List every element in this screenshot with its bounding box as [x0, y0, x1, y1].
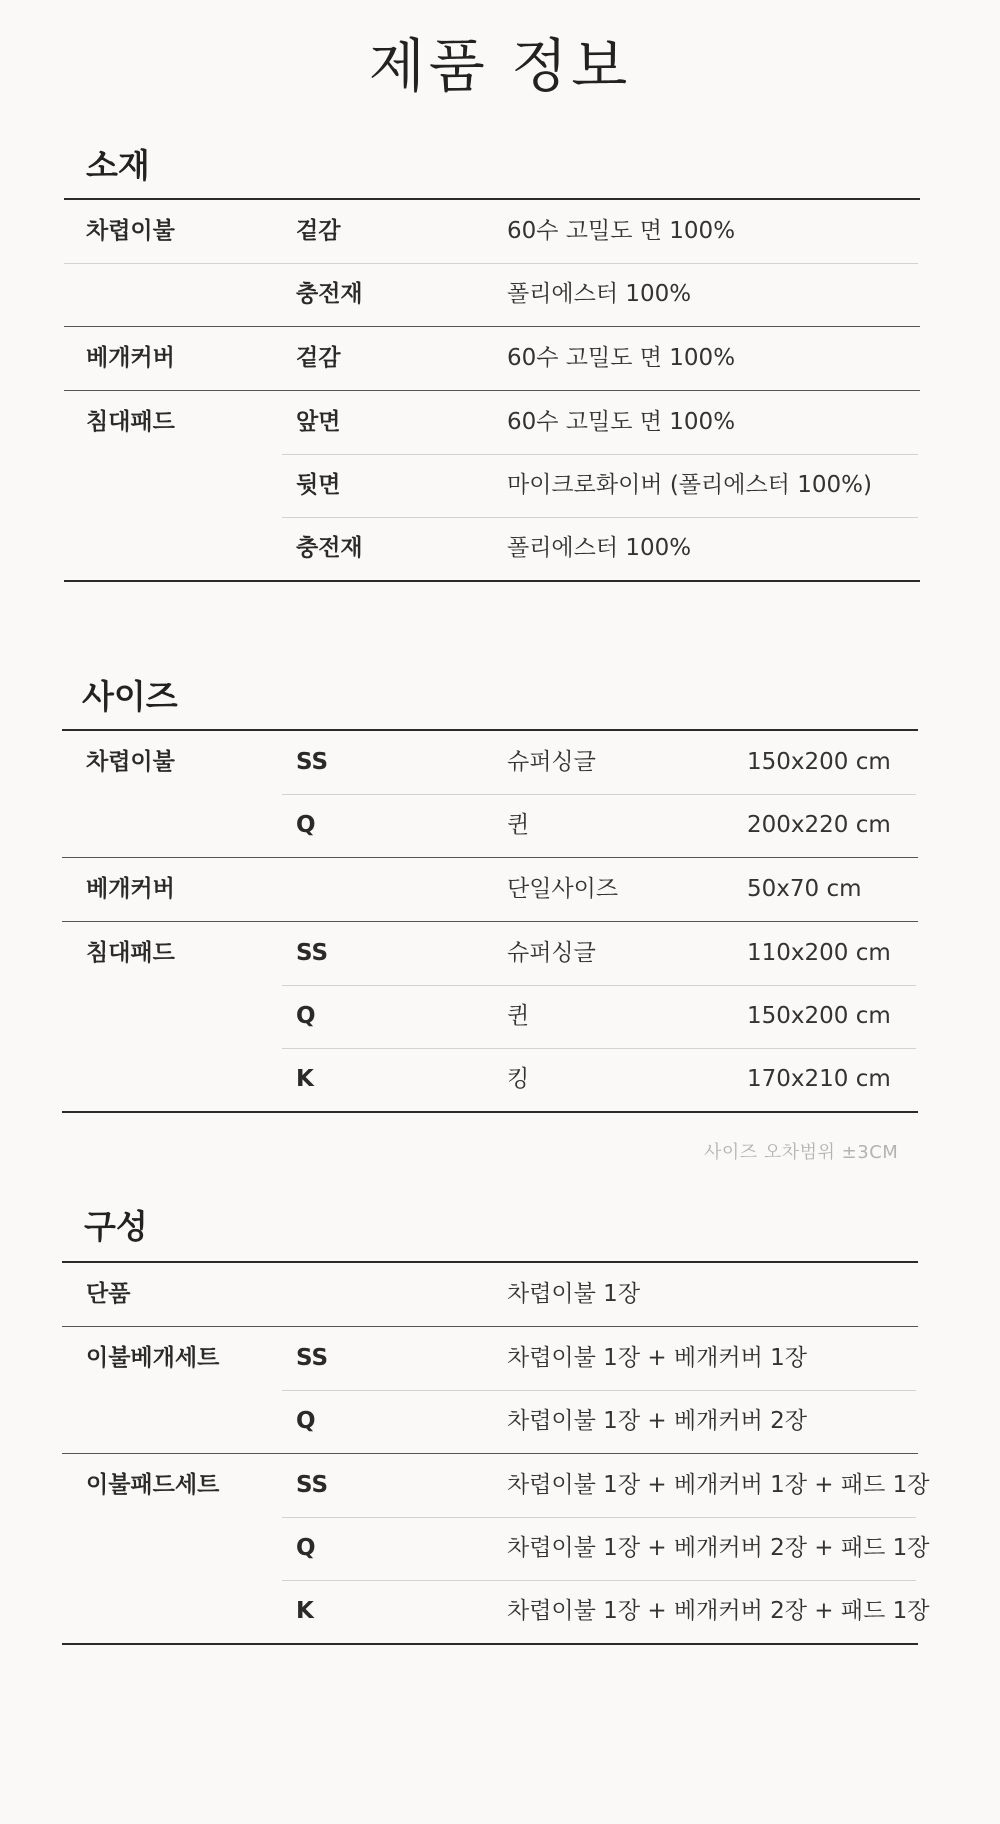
sizes-group [62, 857, 918, 921]
table-row [62, 985, 918, 1048]
materials-group [64, 200, 920, 326]
material-desc: 60수 고밀도 면 100% [507, 409, 736, 435]
table-row [64, 263, 920, 326]
table-row [62, 1454, 930, 1517]
composition-group [62, 1453, 930, 1643]
material-desc: 60수 고밀도 면 100% [507, 345, 736, 371]
set-name: 이불베개세트 [86, 1345, 220, 1371]
materials-table [64, 198, 920, 582]
table-row [64, 327, 920, 390]
materials-group [64, 326, 920, 390]
product-name: 차렵이불 [86, 749, 175, 775]
sizes-group [62, 921, 918, 1111]
set-desc: 차렵이불 1장 + 베개커버 1장 [507, 1345, 807, 1371]
composition-group [62, 1263, 918, 1326]
table-row [62, 1048, 918, 1111]
set-desc: 차렵이불 1장 + 베개커버 2장 + 패드 1장 [507, 1535, 930, 1561]
material-part: 겉감 [296, 218, 341, 244]
table-row [64, 517, 920, 580]
product-name: 베개커버 [86, 876, 175, 902]
size-code: K [296, 1066, 314, 1092]
composition-table [62, 1261, 930, 1645]
size-label: 슈퍼싱글 [507, 940, 596, 966]
size-code: Q [296, 1003, 316, 1029]
table-row [62, 794, 918, 857]
set-code: Q [296, 1408, 316, 1434]
table-row [62, 858, 918, 921]
product-name: 침대패드 [86, 940, 175, 966]
sizes-group [62, 731, 918, 857]
material-part: 뒷면 [296, 472, 341, 498]
table-row [62, 731, 918, 794]
sizes-section-title: 사이즈 [82, 677, 178, 716]
set-code: SS [296, 1345, 329, 1371]
table-row [62, 1263, 918, 1326]
size-label: 퀸 [507, 1003, 530, 1029]
set-desc: 차렵이불 1장 + 베개커버 2장 [507, 1408, 807, 1434]
material-part: 충전재 [296, 535, 363, 561]
size-label: 퀸 [507, 812, 530, 838]
size-label: 킹 [507, 1066, 530, 1092]
composition-group [62, 1326, 918, 1453]
size-label: 슈퍼싱글 [507, 749, 596, 775]
size-dims: 170x210 cm [747, 1066, 891, 1092]
page-title: 제품 정보 [368, 32, 632, 100]
table-row [62, 1327, 918, 1390]
table-row [64, 454, 920, 517]
set-desc: 차렵이불 1장 + 베개커버 1장 + 패드 1장 [507, 1472, 930, 1498]
set-code: SS [296, 1472, 329, 1498]
table-row [64, 391, 920, 454]
material-desc: 마이크로화이버 (폴리에스터 100%) [507, 472, 872, 498]
size-dims: 110x200 cm [747, 940, 891, 966]
size-dims: 200x220 cm [747, 812, 891, 838]
material-part: 충전재 [296, 281, 363, 307]
materials-section-title: 소재 [86, 146, 150, 185]
table-row [62, 1580, 930, 1643]
product-name: 차렵이불 [86, 218, 175, 244]
table-row [62, 922, 918, 985]
material-part: 앞면 [296, 409, 341, 435]
set-desc: 차렵이불 1장 [507, 1281, 641, 1307]
materials-group [64, 390, 920, 580]
size-dims: 150x200 cm [747, 749, 891, 775]
size-code: SS [296, 749, 329, 775]
product-name: 베개커버 [86, 345, 175, 371]
sizes-table [62, 729, 918, 1113]
material-desc: 폴리에스터 100% [507, 535, 692, 561]
size-code: Q [296, 812, 316, 838]
set-code: K [296, 1598, 314, 1624]
size-code: SS [296, 940, 329, 966]
product-name: 침대패드 [86, 409, 175, 435]
table-row [64, 200, 920, 263]
size-dims: 150x200 cm [747, 1003, 891, 1029]
material-desc: 폴리에스터 100% [507, 281, 692, 307]
material-part: 겉감 [296, 345, 341, 371]
set-name: 이불패드세트 [86, 1472, 220, 1498]
set-desc: 차렵이불 1장 + 베개커버 2장 + 패드 1장 [507, 1598, 930, 1624]
table-row [62, 1517, 930, 1580]
size-label: 단일사이즈 [507, 876, 619, 902]
table-row [62, 1390, 918, 1453]
composition-section-title: 구성 [84, 1207, 148, 1246]
set-name: 단품 [86, 1281, 131, 1307]
size-tolerance-note: 사이즈 오차범위 ±3CM [704, 1142, 899, 1163]
set-code: Q [296, 1535, 316, 1561]
size-dims: 50x70 cm [747, 876, 862, 902]
material-desc: 60수 고밀도 면 100% [507, 218, 736, 244]
